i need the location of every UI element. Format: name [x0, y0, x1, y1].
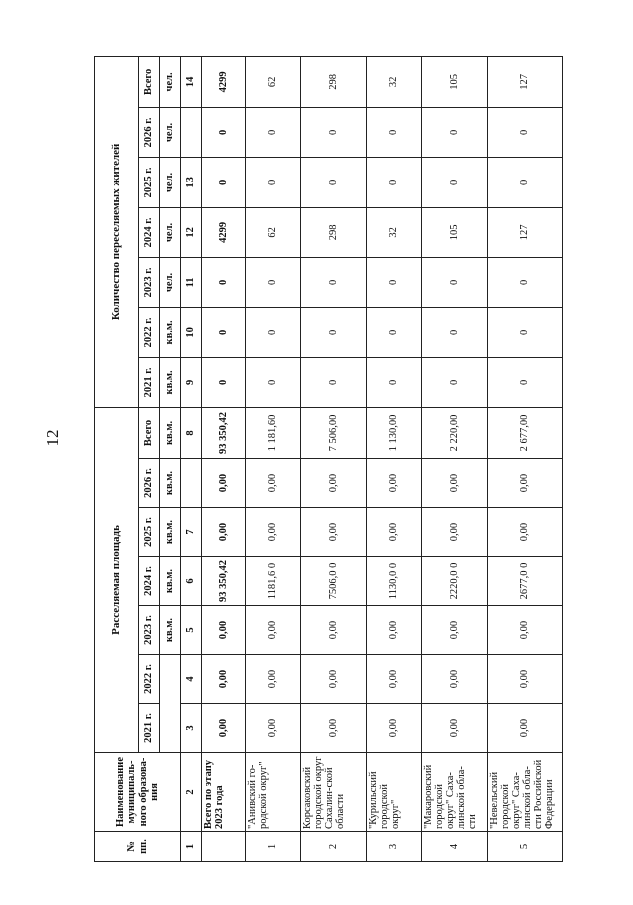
area-cell: 0,00: [422, 704, 488, 753]
area-cell: 0,00: [301, 655, 367, 704]
area-cell: 0,00: [488, 508, 563, 557]
column-number: [181, 107, 202, 157]
people-cell: 0: [488, 357, 563, 407]
column-number: 14: [181, 56, 202, 107]
area-cell: 0,00: [301, 459, 367, 508]
area-cell: 0,00: [246, 655, 301, 704]
people-cell: 0: [422, 107, 488, 157]
column-number: [181, 459, 202, 508]
people-cell: 0: [246, 307, 301, 357]
column-number: 11: [181, 257, 202, 307]
people-cell: 105: [422, 56, 488, 107]
people-year-header: 2023 г.: [139, 257, 160, 307]
people-cell: 0: [301, 257, 367, 307]
table-row: [202, 56, 246, 861]
column-number: 13: [181, 157, 202, 207]
column-number: 4: [181, 655, 202, 704]
people-year-header: Всего: [139, 56, 160, 107]
people-year-header: 2025 г.: [139, 157, 160, 207]
people-cell: 0: [367, 157, 422, 207]
area-year-header: 2021 г.: [139, 704, 160, 753]
people-cell: 62: [246, 56, 301, 107]
people-cell: 0: [202, 307, 246, 357]
area-cell: 7506,0 0: [301, 557, 367, 606]
area-cell: 0,00: [202, 655, 246, 704]
people-unit-label: чел.: [160, 107, 181, 157]
table-row: [488, 56, 563, 861]
area-cell: 1130,0 0: [367, 557, 422, 606]
people-year-header: 2022 г.: [139, 307, 160, 357]
municipality-name: "Невельский городской округ" Саха-линской обла-сти Российской Федерации: [488, 753, 563, 832]
people-cell: 0: [246, 357, 301, 407]
area-cell: 0,00: [367, 655, 422, 704]
municipality-name: Всего по этапу 2023 года: [202, 753, 246, 832]
municipality-name: Корсаковский городской округ Сахалин-ской области: [301, 753, 367, 832]
people-cell: 127: [488, 207, 563, 257]
area-cell: 1 181,60: [246, 407, 301, 458]
people-cell: 0: [202, 257, 246, 307]
area-year-header: 2022 г.: [139, 655, 160, 704]
area-cell: 0,00: [301, 704, 367, 753]
people-cell: 32: [367, 207, 422, 257]
people-cell: 0: [202, 157, 246, 207]
area-cell: 0,00: [367, 704, 422, 753]
area-year-header: 2025 г.: [139, 508, 160, 557]
area-cell: 0,00: [488, 704, 563, 753]
area-unit-label: кв.м.: [160, 508, 181, 557]
people-cell: 0: [202, 107, 246, 157]
people-cell: 298: [301, 207, 367, 257]
row-number: 3: [367, 832, 422, 862]
municipality-name: "Анивский го-родской округ": [246, 753, 301, 832]
people-cell: 0: [301, 107, 367, 157]
row-number: 1: [246, 832, 301, 862]
table-row: [422, 56, 488, 861]
people-cell: 0: [301, 357, 367, 407]
area-cell: 93 350,42: [202, 407, 246, 458]
area-cell: 0,00: [246, 508, 301, 557]
municipality-name: "Макаровский городской округ" Саха-линской обла-сти: [422, 753, 488, 832]
group-people-header: Количество переселяемых жителей: [95, 56, 139, 407]
area-year-header: Всего: [139, 407, 160, 458]
area-unit-label: кв.м.: [160, 606, 181, 655]
table-row: [246, 56, 301, 861]
column-number: 1: [181, 832, 202, 862]
area-cell: 0,00: [202, 508, 246, 557]
people-unit-label: чел.: [160, 257, 181, 307]
people-unit-label: чел.: [160, 157, 181, 207]
table-row: [301, 56, 367, 861]
column-number: 6: [181, 557, 202, 606]
people-cell: 0: [301, 307, 367, 357]
col-name-header: Наименование муниципаль-ного образова-ния: [95, 753, 181, 832]
area-cell: 1 130,00: [367, 407, 422, 458]
group-header-row: [95, 56, 139, 861]
people-cell: 32: [367, 56, 422, 107]
area-cell: 0,00: [488, 655, 563, 704]
column-number: 8: [181, 407, 202, 458]
people-cell: 0: [367, 107, 422, 157]
people-cell: 4299: [202, 56, 246, 107]
area-cell: 0,00: [422, 655, 488, 704]
table-row: [367, 56, 422, 861]
people-cell: 0: [422, 307, 488, 357]
area-cell: 0,00: [422, 606, 488, 655]
municipality-name: "Курильский городской округ": [367, 753, 422, 832]
people-cell: 0: [246, 257, 301, 307]
people-cell: 0: [246, 157, 301, 207]
people-cell: 0: [488, 157, 563, 207]
people-year-header: 2026 г.: [139, 107, 160, 157]
people-cell: 0: [422, 257, 488, 307]
area-cell: 0,00: [202, 704, 246, 753]
area-unit-label: кв.м.: [160, 357, 181, 407]
area-cell: 0,00: [367, 606, 422, 655]
area-year-header: 2023 г.: [139, 606, 160, 655]
area-cell: 0,00: [488, 459, 563, 508]
people-cell: 0: [246, 107, 301, 157]
people-year-header: 2024 г.: [139, 207, 160, 257]
area-unit-label: кв.м.: [160, 407, 181, 458]
area-cell: 0,00: [422, 459, 488, 508]
area-cell: 0,00: [202, 606, 246, 655]
area-cell: 0,00: [367, 459, 422, 508]
people-cell: 0: [488, 257, 563, 307]
column-number: 5: [181, 606, 202, 655]
column-number: 9: [181, 357, 202, 407]
people-cell: 105: [422, 207, 488, 257]
people-cell: 62: [246, 207, 301, 257]
area-cell: 0,00: [246, 606, 301, 655]
area-year-header: 2024 г.: [139, 557, 160, 606]
people-cell: 0: [367, 357, 422, 407]
area-cell: 2 677,00: [488, 407, 563, 458]
rotated-table-container: [94, 57, 556, 862]
column-number: 3: [181, 704, 202, 753]
people-cell: 298: [301, 56, 367, 107]
people-cell: 0: [367, 257, 422, 307]
people-cell: 0: [488, 107, 563, 157]
area-cell: 1181,6 0: [246, 557, 301, 606]
people-year-header: 2021 г.: [139, 357, 160, 407]
people-cell: 4299: [202, 207, 246, 257]
header-spacer: [160, 655, 181, 753]
column-number: 12: [181, 207, 202, 257]
row-number: 5: [488, 832, 563, 862]
people-cell: 0: [422, 157, 488, 207]
area-cell: 0,00: [246, 459, 301, 508]
area-unit-label: кв.м.: [160, 459, 181, 508]
area-cell: 0,00: [202, 459, 246, 508]
area-cell: 0,00: [488, 606, 563, 655]
area-cell: 93 350,42: [202, 557, 246, 606]
area-cell: 0,00: [367, 508, 422, 557]
column-number: 2: [181, 753, 202, 832]
area-year-header: 2026 г.: [139, 459, 160, 508]
people-unit-label: чел.: [160, 56, 181, 107]
people-unit-label: чел.: [160, 207, 181, 257]
area-unit-label: кв.м.: [160, 557, 181, 606]
years-header-row: [139, 56, 160, 861]
people-cell: 127: [488, 56, 563, 107]
area-cell: 2 220,00: [422, 407, 488, 458]
column-number: 7: [181, 508, 202, 557]
row-number: 4: [422, 832, 488, 862]
area-cell: 2220,0 0: [422, 557, 488, 606]
area-cell: 0,00: [301, 508, 367, 557]
people-cell: 0: [422, 357, 488, 407]
row-number: 2: [301, 832, 367, 862]
group-area-header: Расселяемая площадь: [95, 407, 139, 752]
resettlement-table: [94, 56, 563, 862]
column-number: 10: [181, 307, 202, 357]
people-cell: 0: [202, 357, 246, 407]
col-no-header: № пп.: [95, 832, 181, 862]
area-cell: 0,00: [246, 704, 301, 753]
area-cell: 2677,0 0: [488, 557, 563, 606]
row-number: [202, 832, 246, 862]
column-numbers-row: [181, 56, 202, 861]
area-cell: 0,00: [301, 606, 367, 655]
people-cell: 0: [367, 307, 422, 357]
people-cell: 0: [488, 307, 563, 357]
area-unit-label: кв.м.: [160, 307, 181, 357]
people-cell: 0: [301, 157, 367, 207]
units-header-row: [160, 56, 181, 861]
page-number: 12: [43, 429, 62, 447]
area-cell: 0,00: [422, 508, 488, 557]
area-cell: 7 506,00: [301, 407, 367, 458]
